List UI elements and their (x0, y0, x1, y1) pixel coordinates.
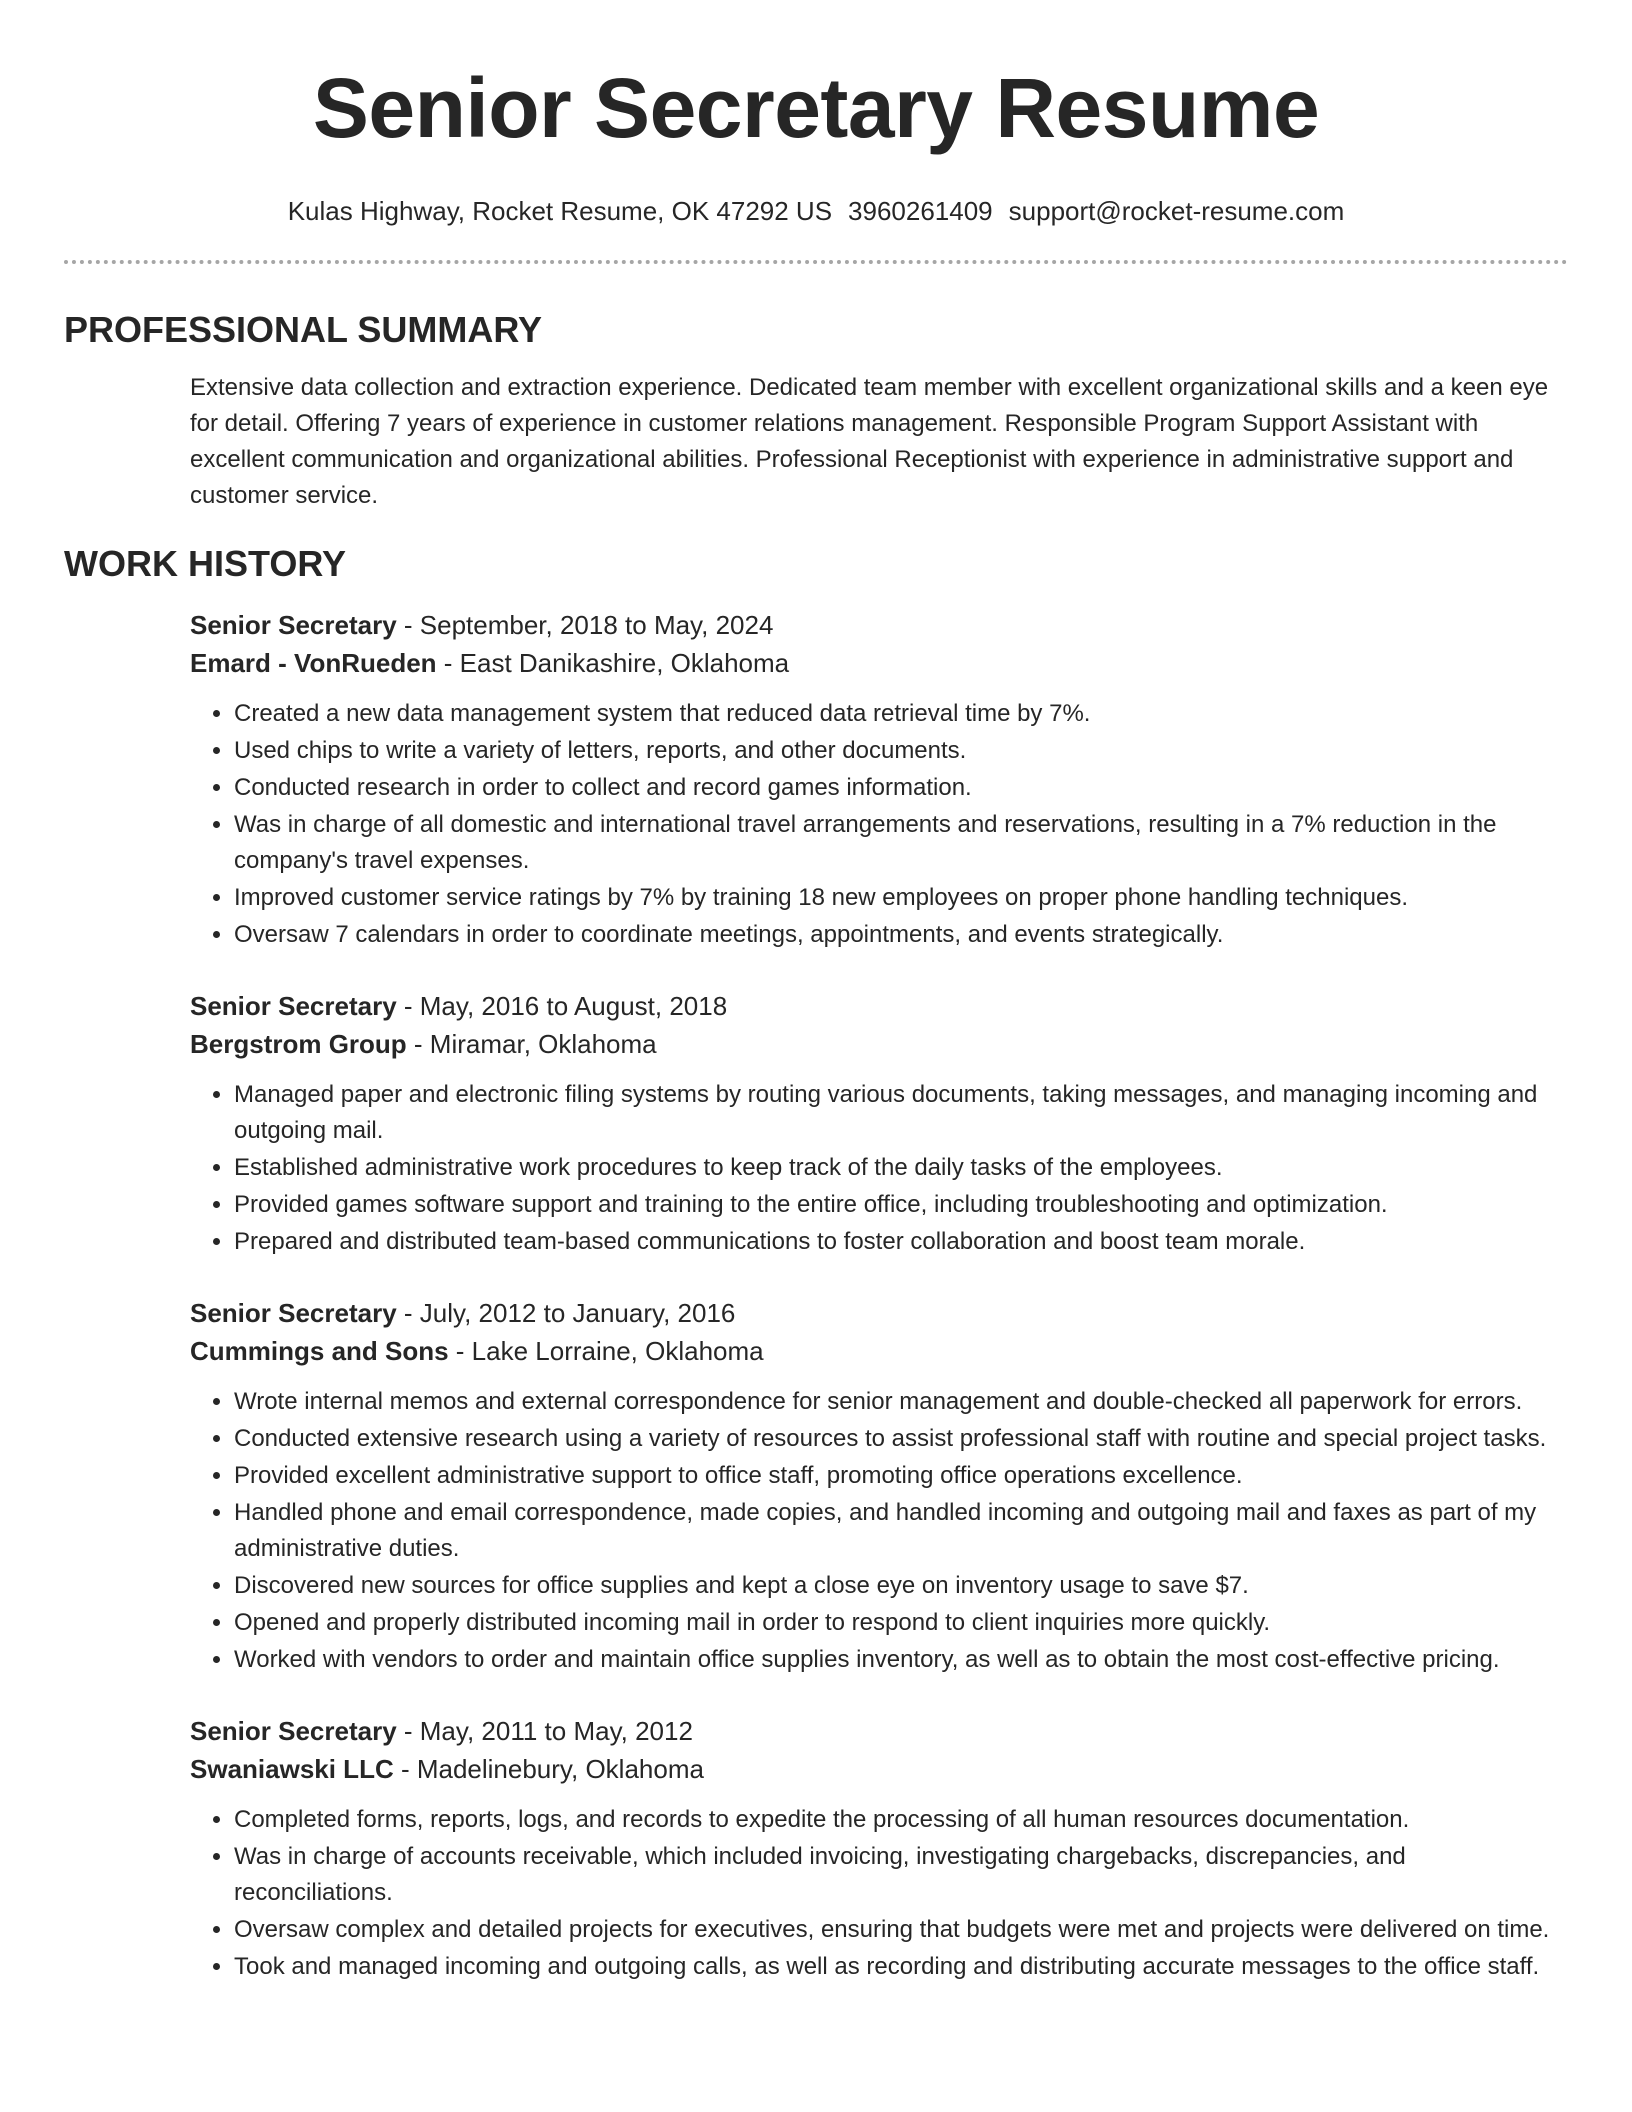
resume-title: Senior Secretary Resume (312, 61, 1320, 155)
job-company-line (190, 1025, 1568, 1063)
contact-phone: 3960261409 (848, 196, 993, 226)
job-bullet: • Conducted research in order to collect and record games information. (234, 770, 1568, 806)
work-history-list (190, 606, 1568, 1985)
job-role: Senior Secretary (190, 991, 397, 1021)
job-entry (190, 987, 1568, 1260)
job-bullet: • Was in charge of accounts receivable, which included invoicing, investigating chargebacks, discrepancies, and reconciliations. (234, 1839, 1568, 1911)
job-bullets (190, 1077, 1568, 1260)
contact-line (64, 194, 1568, 228)
job-company-line (190, 1750, 1568, 1788)
job-entry (190, 1712, 1568, 1985)
job-role: Senior Secretary (190, 610, 397, 640)
job-company: Emard - VonRueden (190, 648, 437, 678)
job-bullet: • Managed paper and electronic filing systems by routing various documents, taking messages, and managing incoming and outgoing mail. (234, 1077, 1568, 1149)
job-title-line (190, 1712, 1568, 1750)
job-bullet: • Created a new data management system that reduced data retrieval time by 7%. (234, 696, 1568, 732)
job-bullet: • Took and managed incoming and outgoing calls, as well as recording and distributing accurate messages to the office staff. (234, 1949, 1568, 1985)
job-dates: - September, 2018 to May, 2024 (396, 610, 774, 640)
job-title-line (190, 606, 1568, 644)
job-bullet: • Used chips to write a variety of letters, reports, and other documents. (234, 733, 1568, 769)
job-location: - Lake Lorraine, Oklahoma (448, 1336, 764, 1366)
contact-email: support@rocket-resume.com (1008, 196, 1345, 226)
job-entry (190, 1294, 1568, 1678)
job-company: Bergstrom Group (190, 1029, 407, 1059)
job-role: Senior Secretary (190, 1716, 397, 1746)
job-bullet: • Completed forms, reports, logs, and records to expedite the processing of all human resources documentation. (234, 1802, 1568, 1838)
job-bullets (190, 1802, 1568, 1985)
job-dates: - May, 2011 to May, 2012 (396, 1716, 693, 1746)
summary-heading: PROFESSIONAL SUMMARY (64, 309, 543, 350)
job-location: - East Danikashire, Oklahoma (436, 648, 790, 678)
job-bullet: • Wrote internal memos and external correspondence for senior management and double-checked all paperwork for errors. (234, 1384, 1568, 1420)
job-bullet: • Handled phone and email correspondence, made copies, and handled incoming and outgoing mail and faxes as part of my administrative duties. (234, 1495, 1568, 1567)
job-bullet: • Provided excellent administrative support to office staff, promoting office operations excellence. (234, 1458, 1568, 1494)
job-location: - Miramar, Oklahoma (406, 1029, 657, 1059)
job-bullet: • Oversaw complex and detailed projects for executives, ensuring that budgets were met and projects were delivered on time. (234, 1912, 1568, 1948)
work-history-heading: WORK HISTORY (64, 543, 347, 584)
job-bullet: • Conducted extensive research using a variety of resources to assist professional staff with routine and special project tasks. (234, 1421, 1568, 1457)
job-dates: - July, 2012 to January, 2016 (396, 1298, 736, 1328)
job-bullet: • Opened and properly distributed incoming mail in order to respond to client inquiries more quickly. (234, 1605, 1568, 1641)
job-bullet: • Discovered new sources for office supplies and kept a close eye on inventory usage to save $7. (234, 1568, 1568, 1604)
job-location: - Madelinebury, Oklahoma (393, 1754, 704, 1784)
job-bullets (190, 696, 1568, 953)
job-bullet: • Was in charge of all domestic and international travel arrangements and reservations, resulting in a 7% reduction in the company's travel expenses. (234, 807, 1568, 879)
job-dates: - May, 2016 to August, 2018 (396, 991, 728, 1021)
job-title-line (190, 1294, 1568, 1332)
job-bullets (190, 1384, 1568, 1678)
job-entry (190, 606, 1568, 953)
job-bullet: • Established administrative work procedures to keep track of the daily tasks of the employees. (234, 1150, 1568, 1186)
job-company-line (190, 644, 1568, 682)
job-bullet: • Prepared and distributed team-based communications to foster collaboration and boost team morale. (234, 1224, 1568, 1260)
job-company: Cummings and Sons (190, 1336, 449, 1366)
job-bullet: • Worked with vendors to order and maintain office supplies inventory, as well as to obtain the most cost-effective pricing. (234, 1642, 1568, 1678)
job-bullet: • Oversaw 7 calendars in order to coordinate meetings, appointments, and events strategically. (234, 917, 1568, 953)
job-company: Swaniawski LLC (190, 1754, 394, 1784)
job-bullet: • Improved customer service ratings by 7% by training 18 new employees on proper phone handling techniques. (234, 880, 1568, 916)
job-company-line (190, 1332, 1568, 1370)
job-role: Senior Secretary (190, 1298, 397, 1328)
header-divider (64, 260, 1568, 264)
summary-text: Extensive data collection and extraction experience. Dedicated team member with excellent organizational skills and a keen eye for detail. Offering 7 years of experience in customer relations management. Responsible Program Support Assistant with excellent communication and organizational abilities. Professional Receptionist with experience in administrative support and customer service. (190, 374, 1549, 509)
job-title-line (190, 987, 1568, 1025)
job-bullet: • Provided games software support and training to the entire office, including troubleshooting and optimization. (234, 1187, 1568, 1223)
contact-address: Kulas Highway, Rocket Resume, OK 47292 US (287, 196, 833, 226)
